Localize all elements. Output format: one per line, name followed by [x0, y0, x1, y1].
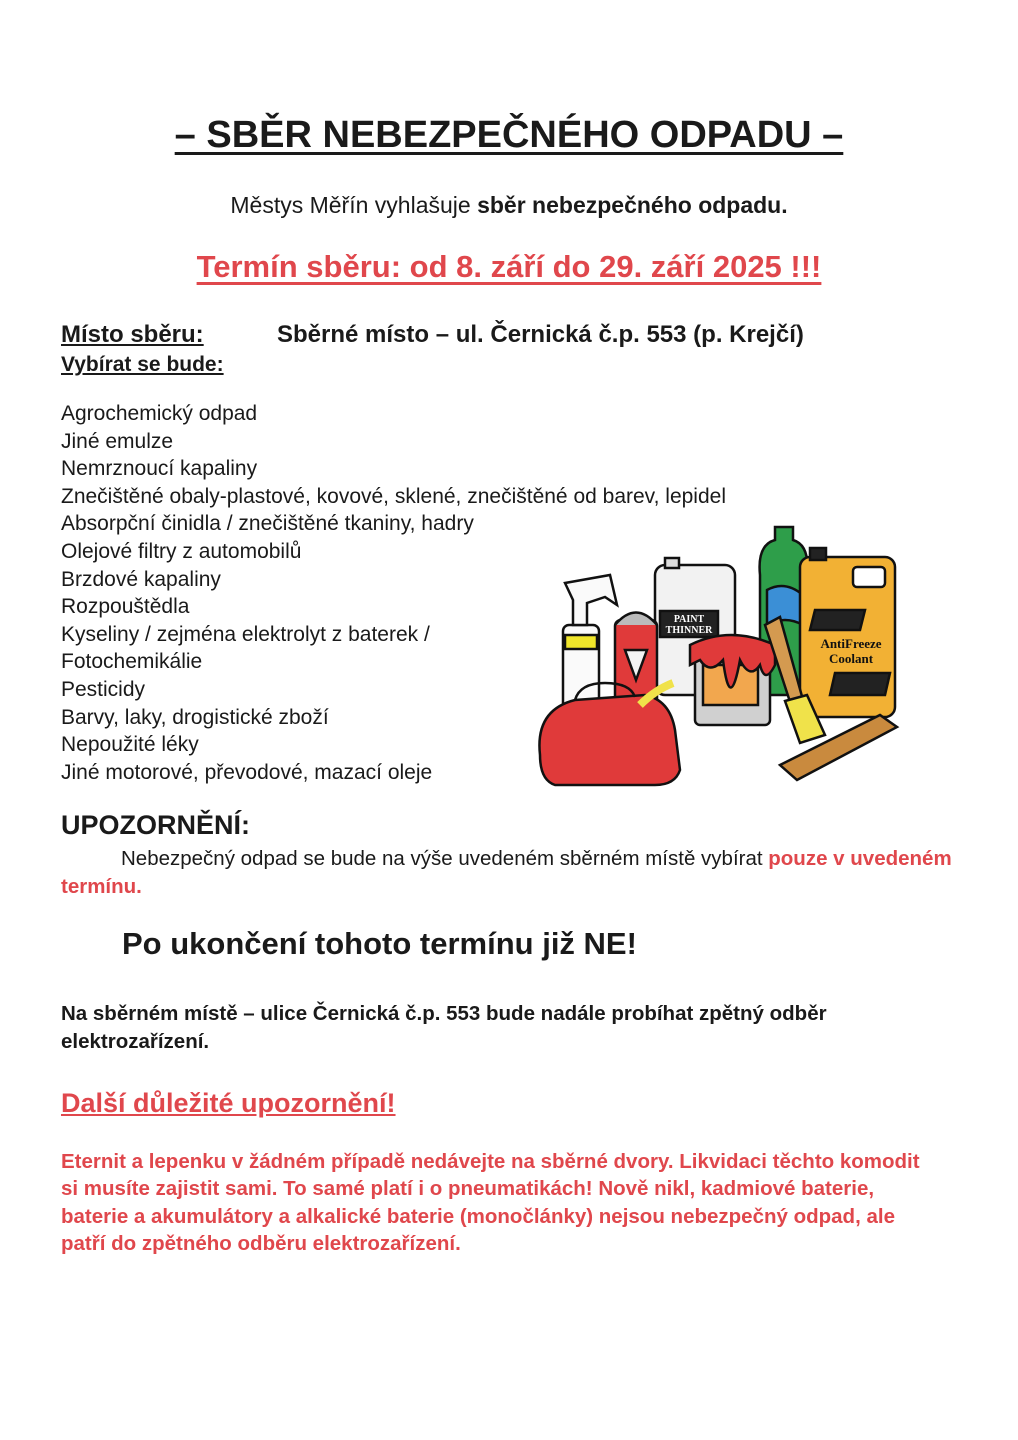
warning-body: Nebezpečný odpad se bude na výše uvedeném sběrném místě vybírat	[121, 847, 769, 870]
warning-heading: UPOZORNĚNÍ:	[61, 810, 250, 840]
no-after-notice: Po ukončení tohoto termínu již NE!	[122, 926, 637, 961]
list-item: Znečištěné obaly-plastové, kovové, sklené, znečištěné od barev, lepidel	[61, 484, 726, 508]
list-item: Jiné emulze	[61, 429, 174, 453]
antifreeze-label-2: Coolant	[828, 651, 874, 666]
collect-label: Vybírat se bude:	[61, 353, 224, 376]
list-item: Rozpouštědla	[61, 595, 190, 619]
antifreeze-label-1: AntiFreeze	[820, 636, 882, 651]
list-item: Nepoužité léky	[61, 733, 199, 757]
list-item: Brzdové kapaliny	[61, 567, 221, 591]
list-item: Nemrznoucí kapaliny	[61, 457, 258, 481]
list-item: Jiné motorové, převodové, mazací oleje	[61, 760, 433, 784]
subtitle	[0, 192, 1018, 219]
list-item: Fotochemikálie	[61, 650, 203, 674]
list-item: Pesticidy	[61, 677, 146, 701]
more-warning-heading: Další důležité upozornění!	[61, 1088, 396, 1118]
list-item: Olejové filtry z automobilů	[61, 539, 302, 563]
warning-text	[61, 845, 961, 901]
list-item: Barvy, laky, drogistické zboží	[61, 705, 329, 729]
page-title	[0, 114, 1018, 157]
place-value: Sběrné místo – ul. Černická č.p. 553 (p. Krejčí)	[277, 321, 804, 348]
list-item: Absorpční činidla / znečištěné tkaniny, hadry	[61, 512, 474, 536]
subtitle-bold: sběr nebezpečného odpadu.	[477, 192, 788, 218]
hazardous-waste-illustration	[535, 515, 905, 790]
list-item: Agrochemický odpad	[61, 402, 258, 425]
electro-notice: Na sběrném místě – ulice Černická č.p. 553 bude nadále probíhat zpětný odběr elektrozařízení.	[61, 1002, 827, 1053]
collection-date	[0, 249, 1018, 285]
place-label: Místo sběru:	[61, 321, 204, 348]
paint-label-2: THINNER	[665, 625, 713, 636]
subtitle-normal: Městys Měřín vyhlašuje	[230, 192, 478, 218]
date-text: Termín sběru: od 8. září do 29. září 2025 !!!	[196, 249, 822, 284]
list-item: Kyseliny / zejména elektrolyt z baterek /	[61, 622, 430, 646]
title-text: – SBĚR NEBEZPEČNÉHO ODPADU –	[174, 114, 844, 156]
warning-highlight: pouze v uvedeném termínu.	[61, 847, 952, 898]
paint-label-1: PAINT	[673, 614, 705, 625]
more-warning-text: Eternit a lepenku v žádném případě nedávejte na sběrné dvory. Likvidaci těchto komodit si musíte zajistit sami. To samé platí i o pneumatikách! Nově nikl, kadmiové baterie, baterie a akumulátory a alkalické baterie (monočlánky) nejsou nebezpečný odpad, ale patří do zpětného odběru elektrozařízení.	[61, 1150, 920, 1255]
